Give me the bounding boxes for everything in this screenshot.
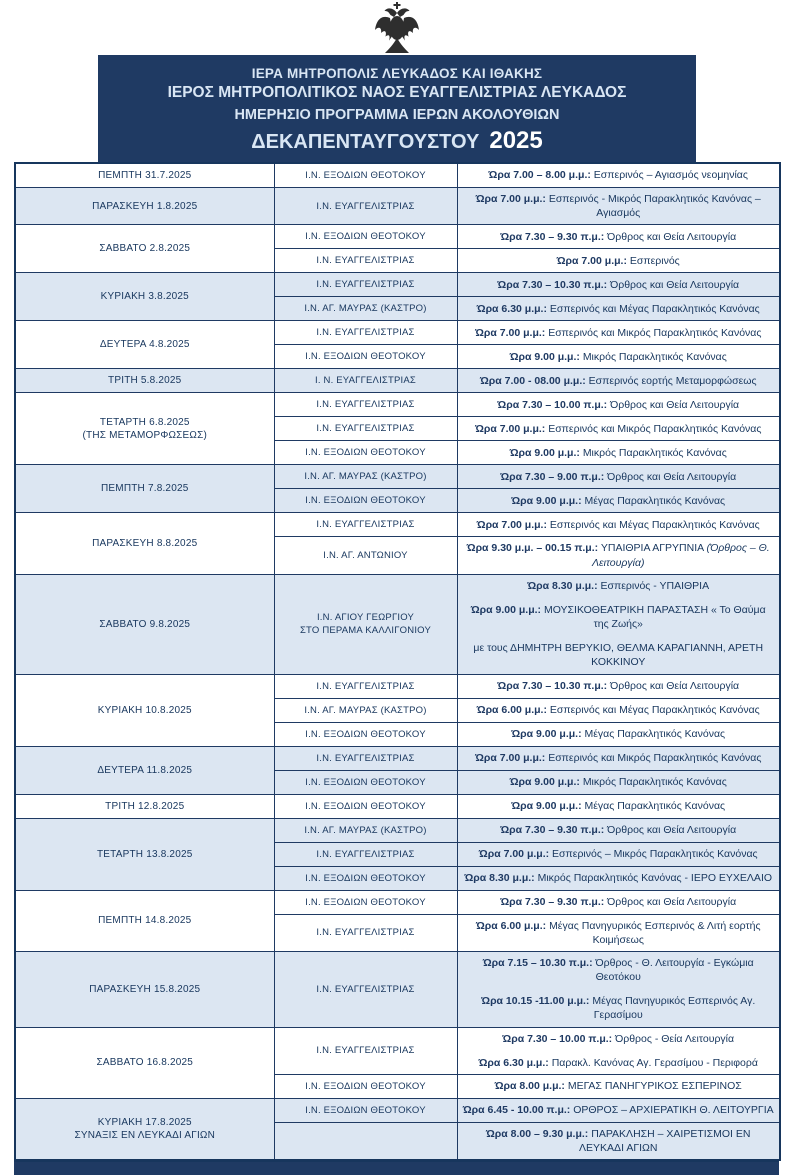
church-cell	[274, 890, 457, 914]
service-description: Όρθρος - Θ. Λειτουργία - Εγκώμια Θεοτόκου	[595, 956, 754, 984]
date-cell	[15, 1098, 274, 1160]
church-cell	[274, 489, 457, 513]
schedule-row	[15, 890, 780, 914]
church-line: Ι.Ν. ΕΥΑΓΓΕΛΙΣΤΡΙΑΣ	[316, 848, 415, 860]
service-time: Ώρα 7.00 - 08.00 μ.μ.:	[479, 374, 586, 387]
church-line: Ι.Ν. ΕΞΟΔΙΩΝ ΘΕΟΤΟΚΟΥ	[305, 1080, 426, 1092]
date-line: ΔΕΥΤΕΡΑ 4.8.2025	[99, 339, 190, 351]
date-cell	[15, 674, 274, 746]
year-label: 2025	[489, 127, 543, 154]
church-cell	[274, 1027, 457, 1074]
service-line	[463, 679, 775, 693]
service-cell	[457, 321, 780, 345]
service-cell	[457, 574, 780, 674]
church-line: Ι.Ν. ΕΥΑΓΓΕΛΙΣΤΡΙΑΣ	[316, 327, 415, 339]
schedule-row	[15, 163, 780, 188]
service-time: Ώρα 9.00 μ.μ.:	[511, 799, 582, 812]
date-cell	[15, 818, 274, 890]
service-description: ΜΕΓΑΣ ΠΑΝΗΓΥΡΙΚΟΣ ΕΣΠΕΡΙΝΟΣ	[567, 1080, 742, 1093]
service-cell	[457, 273, 780, 297]
church-line: Ι.Ν. ΕΞΟΔΙΩΝ ΘΕΟΤΟΚΟΥ	[305, 800, 426, 812]
service-time: Ώρα 7.30 – 10.30 π.μ.:	[497, 278, 608, 291]
service-cell	[457, 297, 780, 321]
service-cell	[457, 698, 780, 722]
service-line	[463, 579, 775, 593]
service-time: Ώρα 7.30 – 9.30 π.μ.:	[500, 823, 605, 836]
date-cell	[15, 890, 274, 951]
church-cell	[274, 698, 457, 722]
schedule-row	[15, 188, 780, 225]
service-time: Ώρα 9.00 μ.μ.:	[511, 727, 582, 740]
date-line: (ΤΗΣ ΜΕΤΑΜΟΡΦΩΣΕΩΣ)	[82, 429, 208, 441]
church-cell	[274, 746, 457, 770]
schedule-row	[15, 273, 780, 297]
church-cell	[274, 465, 457, 489]
service-description: ΠΑΡΑΚΛΗΣΗ – ΧΑΙΡΕΤΙΣΜΟΙ ΕΝ ΛΕΥΚΑΔΙ ΑΓΙΩΝ	[579, 1127, 751, 1155]
service-line	[463, 350, 775, 364]
service-line	[463, 302, 775, 316]
service-line	[463, 871, 775, 885]
church-cell	[274, 1098, 457, 1122]
service-description: Εσπερινός – Μικρός Παρακλητικός Κανόνας	[552, 847, 758, 860]
service-description: με τους ΔΗΜΗΤΡΗ ΒΕΡΥΚΙΟ, ΘΕΛΜΑ ΚΑΡΑΓΙΑΝΝΗ, ΑΡΕΤΗ ΚΟΚΚΙΝΟΥ	[473, 642, 764, 669]
service-time: Ώρα 7.00 μ.μ.:	[475, 422, 546, 435]
date-cell	[15, 465, 274, 513]
schedule-row	[15, 393, 780, 417]
service-time: Ώρα 7.00 μ.μ.:	[556, 254, 627, 267]
service-line	[463, 823, 775, 837]
service-description: Εσπερινός και Μέγας Παρακλητικός Κανόνας	[549, 302, 760, 315]
schedule-table	[14, 162, 781, 1161]
service-line	[463, 541, 775, 569]
service-time: Ώρα 7.00 μ.μ.:	[478, 847, 550, 860]
date-cell	[15, 163, 274, 188]
service-line	[463, 603, 775, 631]
church-title: ΙΕΡΟΣ ΜΗΤΡΟΠΟΛΙΤΙΚΟΣ ΝΑΟΣ ΕΥΑΓΓΕΛΙΣΤΡΙΑΣ ΛΕΥΚΑΔΟΣ	[167, 84, 627, 101]
date-cell	[15, 225, 274, 273]
schedule-row	[15, 225, 780, 249]
church-cell	[274, 722, 457, 746]
service-description: Όρθρος και Θεία Λειτουργία	[610, 278, 740, 291]
church-line: Ι.Ν. ΕΞΟΔΙΩΝ ΘΕΟΤΟΚΟΥ	[305, 728, 426, 740]
schedule-row	[15, 465, 780, 489]
church-line: Ι.Ν. ΑΓ. ΑΝΤΩΝΙΟΥ	[323, 550, 408, 562]
church-cell	[274, 818, 457, 842]
church-cell	[274, 770, 457, 794]
service-description: Μικρός Παρακλητικός Κανόνας	[582, 446, 727, 459]
schedule-row	[15, 674, 780, 698]
church-line: Ι.Ν. ΑΓ. ΜΑΥΡΑΣ (ΚΑΣΤΡΟ)	[304, 471, 427, 483]
church-cell	[274, 951, 457, 1027]
document-header	[98, 55, 696, 167]
church-cell	[274, 163, 457, 188]
service-cell	[457, 249, 780, 273]
date-line: ΠΕΜΠΤΗ 14.8.2025	[98, 915, 192, 927]
service-cell	[457, 1098, 780, 1122]
service-description: Μέγας Παρακλητικός Κανόνας	[584, 799, 726, 812]
service-description: Μέγας Παρακλητικός Κανόνας	[584, 494, 726, 507]
service-description: Εσπερινός	[629, 254, 680, 267]
date-line: ΔΕΥΤΕΡΑ 11.8.2025	[97, 764, 193, 776]
service-description: Όρθρος και Θεία Λειτουργία	[607, 823, 737, 836]
service-time: Ώρα 8.00 μ.μ.:	[494, 1080, 565, 1093]
service-time: Ώρα 10.15 -11.00 μ.μ.:	[481, 995, 590, 1008]
service-cell	[457, 369, 780, 393]
date-line: ΣΥΝΑΞΙΣ ΕΝ ΛΕΥΚΑΔΙ ΑΓΙΩΝ	[74, 1130, 216, 1142]
church-cell	[274, 369, 457, 393]
church-line: Ι.Ν. ΕΞΟΔΙΩΝ ΘΕΟΤΟΚΟΥ	[305, 872, 426, 884]
date-line: ΣΑΒΒΑΤΟ 9.8.2025	[99, 618, 191, 630]
service-line	[463, 994, 775, 1022]
service-description: Εσπερινός και Μικρός Παρακλητικός Κανόνας	[548, 422, 762, 435]
service-line	[463, 446, 775, 460]
date-line: ΣΑΒΒΑΤΟ 16.8.2025	[96, 1057, 193, 1069]
service-description: Εσπερινός και Μικρός Παρακλητικός Κανόνας	[548, 326, 762, 339]
service-line	[463, 326, 775, 340]
service-cell	[457, 866, 780, 890]
schedule-row	[15, 951, 780, 1027]
service-description: Εσπερινός - Μικρός Παρακλητικός Κανόνας – Αγιασμός	[548, 193, 761, 220]
church-line: Ι.Ν. ΕΥΑΓΓΕΛΙΣΤΡΙΑΣ	[316, 927, 415, 939]
service-description: Παρακλ. Κανόνας Αγ. Γερασίμου - Περιφορά	[551, 1056, 758, 1069]
service-time: Ώρα 9.00 μ.μ.:	[509, 775, 580, 788]
service-time: Ώρα 7.00 μ.μ.:	[475, 751, 546, 764]
date-cell	[15, 794, 274, 818]
service-time: Ώρα 9.30 μ.μ. – 00.15 π.μ.:	[466, 542, 599, 555]
service-cell	[457, 1027, 780, 1074]
service-description: Εσπερινός και Μέγας Παρακλητικός Κανόνας	[549, 703, 760, 716]
service-time: Ώρα 9.00 μ.μ.:	[509, 446, 580, 459]
service-cell	[457, 513, 780, 537]
service-description: Εσπερινός και Μικρός Παρακλητικός Κανόνας	[548, 751, 762, 764]
church-line: Ι.Ν. ΕΞΟΔΙΩΝ ΘΕΟΤΟΚΟΥ	[305, 170, 426, 181]
service-line	[463, 1056, 775, 1070]
service-cell	[457, 393, 780, 417]
service-time: Ώρα 9.00 μ.μ.:	[509, 350, 580, 363]
church-cell	[274, 393, 457, 417]
service-cell	[457, 188, 780, 225]
schedule-row	[15, 321, 780, 345]
service-time: Ώρα 8.30 μ.μ.:	[464, 871, 535, 884]
service-cell	[457, 465, 780, 489]
church-cell	[274, 225, 457, 249]
church-line: Ι.Ν. ΕΥΑΓΓΕΛΙΣΤΡΙΑΣ	[316, 1045, 415, 1057]
service-cell	[457, 417, 780, 441]
table-footer-bar	[14, 1161, 779, 1175]
schedule-row	[15, 369, 780, 393]
service-line	[463, 192, 775, 220]
service-line	[463, 398, 775, 412]
service-description: Μικρός Παρακλητικός Κανόνας	[582, 775, 727, 788]
service-description: Μέγας Πανηγυρικός Εσπερινός & Λιτή εορτής Κοιμήσεως	[549, 919, 761, 946]
church-cell	[274, 321, 457, 345]
date-cell	[15, 369, 274, 393]
church-line: Ι.Ν. ΕΞΟΔΙΩΝ ΘΕΟΤΟΚΟΥ	[305, 447, 426, 459]
service-description: Μέγας Πανηγυρικός Εσπερινός Αγ. Γερασίμου	[592, 995, 756, 1022]
service-time: Ώρα 9.00 μ.μ.:	[511, 494, 582, 507]
church-line: Ι.Ν. ΕΞΟΔΙΩΝ ΘΕΟΤΟΚΟΥ	[305, 351, 426, 363]
date-line: ΠΑΡΑΣΚΕΥΗ 1.8.2025	[92, 200, 198, 212]
service-description: ΥΠΑΙΘΡΙΑ ΑΓΡΥΠΝΙΑ	[600, 542, 707, 555]
service-time: Ώρα 9.00 μ.μ.:	[470, 603, 542, 616]
church-cell	[274, 1122, 457, 1160]
service-line	[463, 919, 775, 947]
service-time: Ώρα 7.30 – 10.30 π.μ.:	[497, 679, 608, 692]
service-cell	[457, 722, 780, 746]
service-line	[463, 727, 775, 741]
church-line: Ι.Ν. ΕΥΑΓΓΕΛΙΣΤΡΙΑΣ	[316, 255, 415, 267]
service-cell	[457, 1074, 780, 1098]
service-cell	[457, 345, 780, 369]
service-time: Ώρα 7.15 – 10.30 π.μ.:	[482, 956, 593, 969]
church-line: Ι.Ν. ΕΞΟΔΙΩΝ ΘΕΟΤΟΚΟΥ	[305, 495, 426, 507]
service-time: Ώρα 6.30 μ.μ.:	[478, 1056, 549, 1069]
service-time: Ώρα 7.30 – 9.30 π.μ.:	[500, 895, 605, 908]
date-cell	[15, 393, 274, 465]
service-cell	[457, 1122, 780, 1160]
service-cell	[457, 951, 780, 1027]
service-line	[463, 775, 775, 789]
service-line	[463, 751, 775, 765]
service-cell	[457, 770, 780, 794]
date-cell	[15, 951, 274, 1027]
church-cell	[274, 537, 457, 574]
church-line: Ι.Ν. ΕΥΑΓΓΕΛΙΣΤΡΙΑΣ	[316, 983, 415, 995]
service-line	[463, 847, 775, 861]
service-description: Εσπερινός – Αγιασμός νεομηνίας	[593, 169, 748, 182]
church-line: Ι.Ν. ΕΥΑΓΓΕΛΙΣΤΡΙΑΣ	[316, 519, 415, 531]
church-line: ΣΤΟ ΠΕΡΑΜΑ ΚΑΛΛΙΓΟΝΙΟΥ	[299, 625, 431, 637]
service-cell	[457, 746, 780, 770]
service-description-italic: (Όρθρος – Θ. Λειτουργία)	[592, 542, 770, 569]
service-description: Όρθρος και Θεία Λειτουργία	[607, 470, 737, 483]
service-time: Ώρα 7.30 – 9.00 π.μ.:	[500, 470, 605, 483]
service-line	[463, 518, 775, 532]
church-line: Ι.Ν. ΕΞΟΔΙΩΝ ΘΕΟΤΟΚΟΥ	[305, 776, 426, 788]
church-cell	[274, 188, 457, 225]
service-time: Ώρα 6.45 - 10.00 π.μ.:	[462, 1104, 571, 1117]
service-line	[463, 230, 775, 244]
service-time: Ώρα 6.00 μ.μ.:	[476, 703, 547, 716]
service-description: Εσπερινός - ΥΠΑΙΘΡΙΑ	[600, 579, 710, 592]
date-cell	[15, 513, 274, 574]
service-line	[463, 374, 775, 388]
church-cell	[274, 297, 457, 321]
church-cell	[274, 249, 457, 273]
date-cell	[15, 321, 274, 369]
date-line: ΤΡΙΤΗ 12.8.2025	[105, 800, 185, 812]
church-line: Ι.Ν. ΕΥΑΓΓΕΛΙΣΤΡΙΑΣ	[316, 680, 415, 692]
church-cell	[274, 574, 457, 674]
service-line	[463, 799, 775, 813]
service-description: Μικρός Παρακλητικός Κανόνας	[582, 350, 727, 363]
service-line	[463, 422, 775, 436]
service-line	[463, 1127, 775, 1155]
service-line	[463, 703, 775, 717]
church-line: Ι.Ν. ΕΥΑΓΓΕΛΙΣΤΡΙΑΣ	[316, 423, 415, 435]
schedule-row	[15, 746, 780, 770]
church-line: Ι.Ν. ΕΥΑΓΓΕΛΙΣΤΡΙΑΣ	[316, 399, 415, 411]
service-cell	[457, 225, 780, 249]
service-description: Όρθρος και Θεία Λειτουργία	[610, 398, 740, 411]
double-headed-eagle-icon	[0, 2, 793, 59]
service-time: Ώρα 7.00 μ.μ.:	[476, 518, 547, 531]
date-cell	[15, 1027, 274, 1098]
church-line: Ι. Ν. ΕΥΑΓΓΕΛΙΣΤΡΙΑΣ	[314, 375, 416, 387]
service-time: Ώρα 8.00 – 9.30 μ.μ.:	[486, 1127, 589, 1140]
church-cell	[274, 273, 457, 297]
date-line: ΠΑΡΑΣΚΕΥΗ 15.8.2025	[89, 983, 201, 995]
service-cell	[457, 674, 780, 698]
church-cell	[274, 513, 457, 537]
date-line: ΠΕΜΠΤΗ 31.7.2025	[98, 170, 192, 181]
date-line: ΠΑΡΑΣΚΕΥΗ 8.8.2025	[92, 538, 198, 550]
schedule-row	[15, 1098, 780, 1122]
service-time: Ώρα 7.00 μ.μ.:	[475, 193, 546, 205]
service-line	[463, 1032, 775, 1046]
church-line: Ι.Ν. ΕΞΟΔΙΩΝ ΘΕΟΤΟΚΟΥ	[305, 231, 426, 243]
service-time: Ώρα 8.30 μ.μ.:	[527, 579, 598, 592]
schedule-table-container	[14, 162, 779, 1175]
date-cell	[15, 574, 274, 674]
service-time: Ώρα 6.30 μ.μ.:	[476, 302, 547, 315]
service-time: Ώρα 7.30 – 9.30 π.μ.:	[500, 230, 605, 243]
service-line	[463, 1103, 775, 1117]
service-line	[463, 895, 775, 909]
church-cell	[274, 914, 457, 951]
metropolis-title: ΙΕΡΑ ΜΗΤΡΟΠΟΛΙΣ ΛΕΥΚΑΔΟΣ ΚΑΙ ΙΘΑΚΗΣ	[251, 66, 543, 81]
service-time: Ώρα 7.30 – 10.00 π.μ.:	[502, 1032, 613, 1045]
church-line: Ι.Ν. ΕΥΑΓΓΕΛΙΣΤΡΙΑΣ	[316, 200, 415, 212]
month-label: ΔΕΚΑΠΕΝΤΑΥΓΟΥΣΤΟΥ	[251, 131, 480, 153]
service-description: ΟΡΘΡΟΣ – ΑΡΧΙΕΡΑΤΙΚΗ Θ. ΛΕΙΤΟΥΡΓΙΑ	[573, 1104, 774, 1117]
church-line: Ι.Ν. ΕΞΟΔΙΩΝ ΘΕΟΤΟΚΟΥ	[305, 1104, 426, 1116]
service-cell	[457, 914, 780, 951]
church-line: Ι.Ν. ΑΓ. ΜΑΥΡΑΣ (ΚΑΣΤΡΟ)	[304, 303, 427, 315]
date-line: ΚΥΡΙΑΚΗ 10.8.2025	[97, 704, 192, 716]
service-line	[463, 168, 775, 182]
schedule-row	[15, 574, 780, 674]
church-cell	[274, 866, 457, 890]
date-line: ΤΡΙΤΗ 5.8.2025	[108, 375, 182, 387]
date-line: ΣΑΒΒΑΤΟ 2.8.2025	[99, 243, 191, 255]
service-line	[463, 278, 775, 292]
date-line: ΤΕΤΑΡΤΗ 6.8.2025	[99, 416, 190, 428]
service-time: Ώρα 7.30 – 10.00 π.μ.:	[497, 398, 608, 411]
service-cell	[457, 818, 780, 842]
date-cell	[15, 273, 274, 321]
service-line	[463, 254, 775, 268]
church-cell	[274, 345, 457, 369]
service-description: Όρθρος και Θεία Λειτουργία	[607, 895, 737, 908]
church-line: Ι.Ν. ΕΥΑΓΓΕΛΙΣΤΡΙΑΣ	[316, 279, 415, 291]
church-cell	[274, 1074, 457, 1098]
date-cell	[15, 746, 274, 794]
schedule-row	[15, 513, 780, 537]
service-cell	[457, 441, 780, 465]
church-cell	[274, 794, 457, 818]
church-cell	[274, 417, 457, 441]
service-line	[463, 956, 775, 984]
service-line	[463, 494, 775, 508]
service-time: Ώρα 7.00 μ.μ.:	[475, 326, 546, 339]
service-cell	[457, 489, 780, 513]
church-cell	[274, 674, 457, 698]
service-description: Εσπερινός και Μέγας Παρακλητικός Κανόνας	[549, 518, 760, 531]
church-line: Ι.Ν. ΕΥΑΓΓΕΛΙΣΤΡΙΑΣ	[316, 752, 415, 764]
church-line: Ι.Ν. ΑΓ. ΜΑΥΡΑΣ (ΚΑΣΤΡΟ)	[304, 824, 427, 836]
service-description: Όρθρος - Θεία Λειτουργία	[615, 1032, 735, 1045]
service-cell	[457, 842, 780, 866]
church-line: Ι.Ν. ΑΓ. ΜΑΥΡΑΣ (ΚΑΣΤΡΟ)	[304, 704, 427, 716]
month-title	[98, 127, 696, 155]
date-cell	[15, 188, 274, 225]
service-description: Όρθρος και Θεία Λειτουργία	[610, 679, 740, 692]
church-line: Ι.Ν. ΕΞΟΔΙΩΝ ΘΕΟΤΟΚΟΥ	[305, 896, 426, 908]
church-cell	[274, 842, 457, 866]
service-line	[463, 641, 775, 669]
service-description: Μέγας Παρακλητικός Κανόνας	[584, 727, 726, 740]
schedule-row	[15, 818, 780, 842]
service-time: Ώρα 6.00 μ.μ.:	[475, 919, 547, 932]
service-cell	[457, 537, 780, 574]
program-subtitle: ΗΜΕΡΗΣΙΟ ΠΡΟΓΡΑΜΜΑ ΙΕΡΩΝ ΑΚΟΛΟΥΘΙΩΝ	[234, 107, 560, 123]
schedule-row	[15, 794, 780, 818]
service-description: Όρθρος και Θεία Λειτουργία	[607, 230, 737, 243]
date-line: ΠΕΜΠΤΗ 7.8.2025	[101, 483, 189, 495]
service-cell	[457, 890, 780, 914]
service-line	[463, 470, 775, 484]
date-line: ΤΕΤΑΡΤΗ 13.8.2025	[97, 848, 193, 860]
date-line: ΚΥΡΙΑΚΗ 3.8.2025	[100, 291, 189, 303]
service-description: ΜΟΥΣΙΚΟΘΕΑΤΡΙΚΗ ΠΑΡΑΣΤΑΣΗ « Το Θαύμα της Ζωής»	[543, 603, 766, 631]
service-description: Μικρός Παρακλητικός Κανόνας - ΙΕΡΟ ΕΥΧΕΛΑΙΟ	[537, 871, 773, 884]
service-description: Εσπερινός εορτής Μεταμορφώσεως	[588, 374, 757, 387]
service-time: Ώρα 7.00 – 8.00 μ.μ.:	[488, 169, 591, 182]
schedule-table-body	[15, 163, 780, 1160]
church-line: Ι.Ν. ΑΓΙΟΥ ΓΕΩΡΓΙΟΥ	[316, 612, 415, 624]
service-cell	[457, 794, 780, 818]
date-line: ΚΥΡΙΑΚΗ 17.8.2025	[97, 1117, 192, 1129]
service-cell	[457, 163, 780, 188]
schedule-row	[15, 1027, 780, 1074]
service-line	[463, 1079, 775, 1093]
church-cell	[274, 441, 457, 465]
